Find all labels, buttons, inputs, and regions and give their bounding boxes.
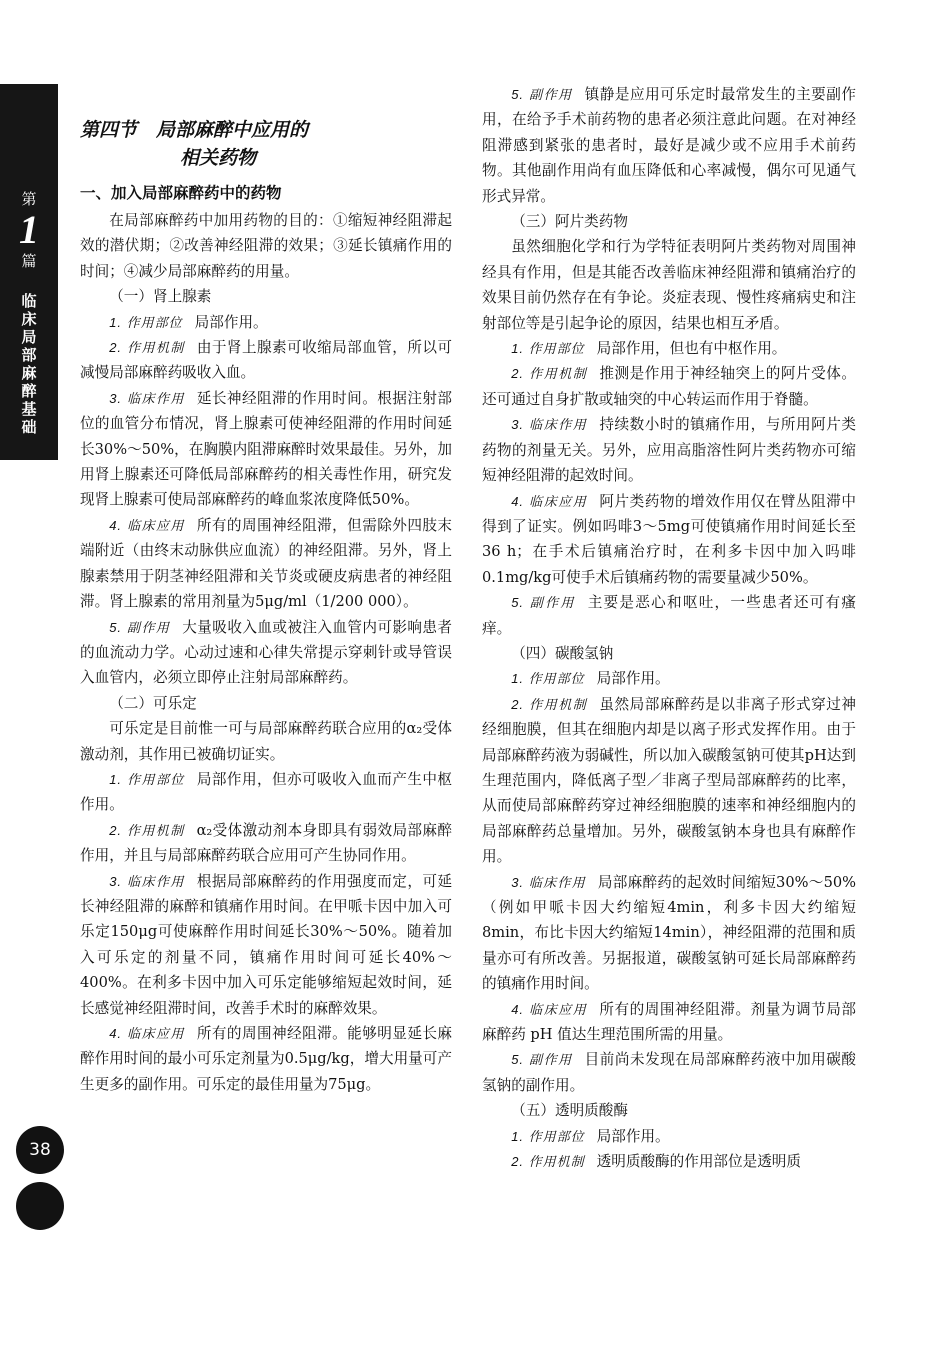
section-title-line1: 第四节 局部麻醉中应用的 bbox=[80, 119, 309, 141]
item-text: 局部作用。 bbox=[194, 313, 268, 331]
item-text: 局部作用，但亦可吸收入血而产生中枢作用。 bbox=[80, 770, 452, 814]
subheading: （四）碳酸氢钠 bbox=[511, 644, 614, 662]
list-item bbox=[482, 489, 856, 591]
right-column bbox=[482, 82, 856, 1174]
part-label-top: 第 bbox=[21, 190, 37, 208]
item-text: 推测是作用于神经轴突上的阿片受体。还可通过自身扩散或轴突的中心转运而作用于脊髓。 bbox=[482, 365, 856, 408]
list-item bbox=[80, 386, 452, 513]
item-text: 延长神经阻滞的作用时间。根据注射部位的血管分布情况，肾上腺素可使神经阻滞的作用时间延长30%～50%，在胸膜内阻滞麻醉时效果最佳。另外，加用肾上腺素还可降低局部麻醉药的相关毒性作用，研究发现肾上腺素可使局部麻醉药的峰血浆浓度降低50%。 bbox=[80, 389, 452, 509]
list-item bbox=[482, 666, 856, 691]
item-text: 局部作用。 bbox=[596, 670, 670, 688]
item-tag: 3. 临床作用 bbox=[511, 417, 588, 433]
part-title-char: 部 bbox=[21, 346, 37, 364]
item-tag: 5. 副作用 bbox=[511, 1052, 573, 1068]
part-title-char: 局 bbox=[21, 328, 37, 346]
part-title-char: 麻 bbox=[21, 364, 37, 382]
list-item bbox=[482, 412, 856, 488]
part-label bbox=[0, 190, 58, 270]
item-tag: 1. 作用部位 bbox=[511, 671, 585, 687]
item-text: 主要是恶心和呕吐，一些患者还可有瘙痒。 bbox=[482, 594, 856, 637]
list-item bbox=[80, 335, 452, 386]
list-item bbox=[80, 767, 452, 818]
item-tag: 5. 副作用 bbox=[511, 595, 576, 611]
list-item bbox=[482, 336, 856, 361]
list-item bbox=[482, 590, 856, 641]
list-item bbox=[482, 82, 856, 209]
item-tag: 3. 临床作用 bbox=[511, 874, 586, 890]
list-item bbox=[482, 870, 856, 997]
subheading: （五）透明质酸酶 bbox=[511, 1102, 628, 1120]
item-text: 由于肾上腺素可收缩局部血管，所以可减慢局部麻醉药吸收入血。 bbox=[80, 339, 452, 382]
list-item bbox=[482, 692, 856, 870]
part-title-char: 醉 bbox=[21, 382, 37, 400]
item-text: 所有的周围神经阻滞。能够明显延长麻醉作用时间的最小可乐定剂量为0.5μg/kg，增大用量可产生更多的副作用。可乐定的最佳用量为75μg。 bbox=[80, 1025, 452, 1093]
item-tag: 4. 临床应用 bbox=[109, 1026, 185, 1041]
part-title-char: 床 bbox=[21, 310, 37, 328]
item-tag: 4. 临床应用 bbox=[109, 517, 185, 533]
item-tag: 2. 作用机制 bbox=[511, 696, 588, 712]
subheading: （一）肾上腺素 bbox=[109, 288, 212, 306]
list-item bbox=[80, 513, 452, 615]
paragraph: 在局部麻醉药中加用药物的目的：①缩短神经阻滞起效的潜伏期；②改善神经阻滞的效果；③延长镇痛作用的时间；④减少局部麻醉药的用量。 bbox=[80, 212, 452, 280]
item-text: 所有的周围神经阻滞，但需除外四肢末端附近（由终末动脉供应血流）的神经阻滞。另外，肾上腺素禁用于阴茎神经阻滞和关节炎或硬皮病患者的神经阻滞。肾上腺素的常用剂量为5μg/ml（1/200 000）。 bbox=[80, 516, 452, 611]
part-title-char: 基 bbox=[21, 400, 37, 418]
part-title-char: 临 bbox=[21, 292, 37, 310]
item-text: α₂受体激动剂本身即具有弱效局部麻醉作用，并且与局部麻醉药联合应用可产生协同作用。 bbox=[80, 821, 452, 865]
item-tag: 4. 临床应用 bbox=[511, 493, 588, 509]
item-tag: 2. 作用机制 bbox=[511, 366, 588, 382]
item-text: 虽然局部麻醉药是以非离子形式穿过神经细胞膜，但其在细胞内却是以离子形式发挥作用。由于局部麻醉药液为弱碱性，所以加入碳酸氢钠可使其pH达到生理范围内，降低离子型／非离子型局部麻醉药的比率，从而使局部麻醉药穿过神经细胞膜的速率和神经细胞内的局部麻醉药总量增加。另外，碳酸氢钠本身也具有麻醉作用。 bbox=[482, 695, 856, 866]
section-title-line2: 相关药物 bbox=[180, 147, 257, 169]
item-text: 局部作用，但也有中枢作用。 bbox=[596, 340, 787, 358]
item-text: 目前尚未发现在局部麻醉药液中加用碳酸氢钠的副作用。 bbox=[482, 1051, 856, 1094]
item-tag: 5. 副作用 bbox=[511, 87, 573, 102]
list-item bbox=[80, 615, 452, 691]
list-item bbox=[80, 310, 452, 335]
item-text: 透明质酸酶的作用部位是透明质 bbox=[596, 1153, 801, 1171]
item-text: 持续数小时的镇痛作用，与所用阿片类药物的剂量无关。另外，应用高脂溶性阿片类药物亦可缩短神经阻滞的起效时间。 bbox=[482, 416, 856, 485]
list-item bbox=[80, 869, 452, 1021]
item-tag: 1. 作用部位 bbox=[109, 314, 183, 330]
item-tag: 2. 作用机制 bbox=[109, 340, 185, 356]
part-title-char: 础 bbox=[21, 418, 37, 436]
part-title bbox=[0, 292, 58, 436]
item-tag: 1. 作用部位 bbox=[109, 771, 185, 787]
left-column bbox=[80, 82, 452, 1097]
subheading: （二）可乐定 bbox=[109, 694, 197, 712]
list-item bbox=[482, 1149, 856, 1174]
item-text: 局部麻醉药的起效时间缩短30%～50%（例如甲哌卡因大约缩短4min，利多卡因大约缩短8min，布比卡因大约缩短14min），神经阻滞的范围和质量亦可有所改善。另据报道，碳酸氢钠可延长局部麻醉药的镇痛作用时间。 bbox=[482, 873, 856, 993]
item-tag: 2. 作用机制 bbox=[109, 822, 185, 838]
list-item bbox=[482, 997, 856, 1048]
item-text: 所有的周围神经阻滞。剂量为调节局部麻醉药 pH 值达生理范围所需的用量。 bbox=[482, 1000, 856, 1044]
part-number: 1 bbox=[19, 207, 39, 252]
list-item bbox=[482, 1124, 856, 1149]
item-tag: 5. 副作用 bbox=[109, 619, 171, 635]
item-tag: 3. 临床作用 bbox=[109, 873, 185, 889]
list-item bbox=[80, 1021, 452, 1097]
decorative-dot bbox=[16, 1182, 64, 1230]
heading-level1: 一、加入局部麻醉药中的药物 bbox=[80, 184, 282, 202]
item-text: 阿片类药物的增效作用仅在臂丛阻滞中得到了证实。例如吗啡3～5mg可使镇痛作用时间延长至36 h；在手术后镇痛治疗时，在利多卡因中加入吗啡0.1mg/kg可使手术后镇痛药物的需要量减少50%。 bbox=[482, 492, 856, 586]
subheading: （三）阿片类药物 bbox=[511, 213, 628, 231]
page-number: 38 bbox=[16, 1126, 64, 1174]
item-tag: 2. 作用机制 bbox=[511, 1154, 585, 1170]
item-text: 大量吸收入血或被注入血管内可影响患者的血流动力学。心动过速和心律失常提示穿刺针或导管误入血管内，必须立即停止注射局部麻醉药。 bbox=[80, 618, 452, 687]
item-text: 局部作用。 bbox=[596, 1127, 670, 1145]
paragraph: 虽然细胞化学和行为学特征表明阿片类药物对周围神经具有作用，但是其能否改善临床神经阻滞和镇痛治疗的效果目前仍然存在有争论。炎症表现、慢性疼痛病史和注射部位等是引起争论的原因，结果也相互矛盾。 bbox=[482, 238, 856, 332]
item-tag: 3. 临床作用 bbox=[109, 390, 185, 406]
item-tag: 4. 临床应用 bbox=[511, 1001, 588, 1017]
list-item bbox=[482, 1047, 856, 1098]
paragraph: 可乐定是目前惟一可与局部麻醉药联合应用的α₂受体激动剂，其作用已被确切证实。 bbox=[80, 720, 452, 763]
section-title bbox=[80, 116, 452, 172]
item-tag: 1. 作用部位 bbox=[511, 341, 585, 357]
item-text: 镇静是应用可乐定时最常发生的主要副作用，在给予手术前药物的患者必须注意此问题。在对神经阻滞感到紧张的患者时，最好是减少或不应用手术前药物。其他副作用尚有血压降低和心率减慢，偶尔可见通气形式异常。 bbox=[482, 86, 856, 205]
list-item bbox=[80, 818, 452, 869]
item-tag: 1. 作用部位 bbox=[511, 1128, 585, 1144]
list-item bbox=[482, 361, 856, 412]
item-text: 根据局部麻醉药的作用强度而定，可延长神经阻滞的麻醉和镇痛作用时间。在甲哌卡因中加入可乐定150μg可使麻醉作用时间延长30%～50%。随着加入可乐定的剂量不同，镇痛作用时间可延长40%～400%。在利多卡因中加入可乐定能够缩短起效时间，延长感觉神经阻滞时间，改善手术时的麻醉效果。 bbox=[80, 872, 452, 1017]
part-label-bottom: 篇 bbox=[21, 252, 37, 270]
